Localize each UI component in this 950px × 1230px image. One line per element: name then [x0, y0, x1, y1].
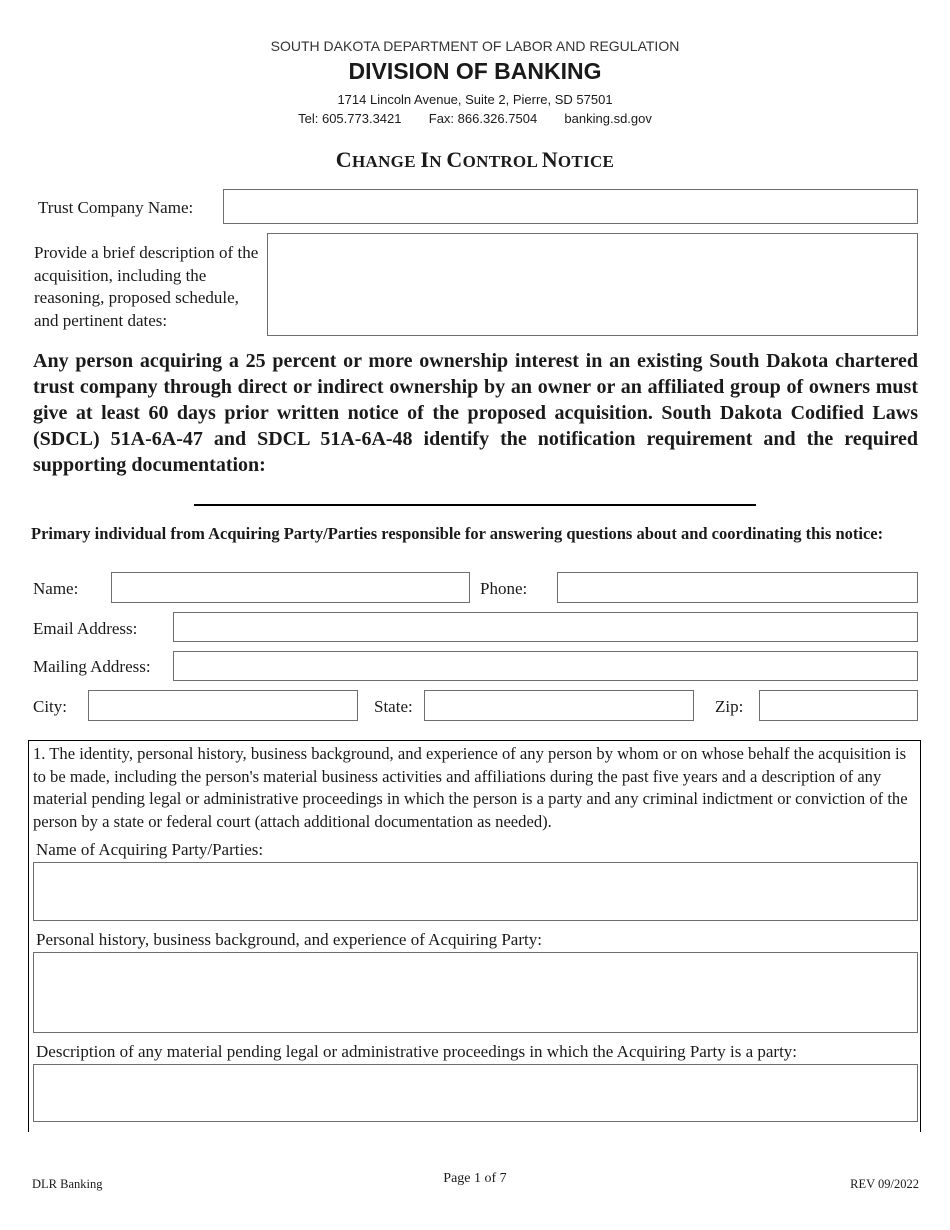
- acquiring-party-label: Name of Acquiring Party/Parties:: [36, 840, 264, 859]
- mailing-input[interactable]: [173, 651, 918, 681]
- email-label: Email Address:: [33, 619, 138, 638]
- division-title: DIVISION OF BANKING: [348, 58, 602, 84]
- state-label: State:: [374, 697, 413, 716]
- state-input[interactable]: [424, 690, 694, 721]
- contact-heading: Primary individual from Acquiring Party/Parties responsible for answering questions about and coordinating this notice:: [31, 524, 884, 543]
- address-line: 1714 Lincoln Avenue, Suite 2, Pierre, SD 57501: [337, 92, 613, 107]
- divider: [194, 504, 756, 506]
- history-input[interactable]: [33, 952, 918, 1033]
- city-input[interactable]: [88, 690, 358, 721]
- trust-company-label: Trust Company Name:: [38, 198, 194, 217]
- website: banking.sd.gov: [564, 111, 652, 126]
- proceedings-label: Description of any material pending legal or administrative proceedings in which the Acquiring Party is a party:: [36, 1042, 798, 1061]
- name-label: Name:: [33, 579, 79, 598]
- footer-left: DLR Banking: [32, 1177, 103, 1191]
- page-number: Page 1 of 7: [443, 1171, 507, 1186]
- fax: Fax: 866.326.7504: [428, 111, 538, 126]
- city-label: City:: [33, 697, 68, 716]
- phone-input[interactable]: [557, 572, 918, 603]
- form-title: CHANGE IN CONTROL NOTICE: [335, 147, 615, 172]
- history-label: Personal history, business background, and experience of Acquiring Party:: [36, 930, 542, 949]
- section1-text: 1. The identity, personal history, business background, and experience of any person by whom or on whose behalf the acquisition is to be made, including the person's material business activities and affiliations during the past five years and a description of any material pending legal or administrative proceedings in which the person is a party and any criminal indictment or conviction of the person by a state or federal court (attach additional documentation as needed).: [33, 744, 908, 831]
- notice-paragraph: Any person acquiring a 25 percent or more ownership interest in an existing South Dakota chartered trust company through direct or indirect ownership by an owner or an affiliated group of owners must give at least 60 days prior written notice of the proposed acquisition. South Dakota Codified Laws (SDCL) 51A-6A-47 and SDCL 51A-6A-48 identify the notification requirement and the required supporting documentation:: [33, 350, 918, 476]
- mailing-label: Mailing Address:: [33, 657, 151, 676]
- tel: Tel: 605.773.3421: [298, 111, 402, 126]
- description-label: Provide a brief description of the acquisition, including the reasoning, proposed schedule, and pertinent dates:: [34, 243, 259, 330]
- acquiring-party-input[interactable]: [33, 862, 918, 921]
- name-input[interactable]: [111, 572, 470, 603]
- email-input[interactable]: [173, 612, 918, 642]
- department-name: SOUTH DAKOTA DEPARTMENT OF LABOR AND REGULATION: [270, 38, 680, 54]
- phone-label: Phone:: [480, 579, 528, 598]
- footer-right: REV 09/2022: [850, 1177, 919, 1191]
- zip-input[interactable]: [759, 690, 918, 721]
- zip-label: Zip:: [715, 697, 744, 716]
- trust-company-input[interactable]: [223, 189, 918, 224]
- contact-line: [0, 111, 950, 126]
- proceedings-input[interactable]: [33, 1064, 918, 1122]
- description-input[interactable]: [267, 233, 918, 336]
